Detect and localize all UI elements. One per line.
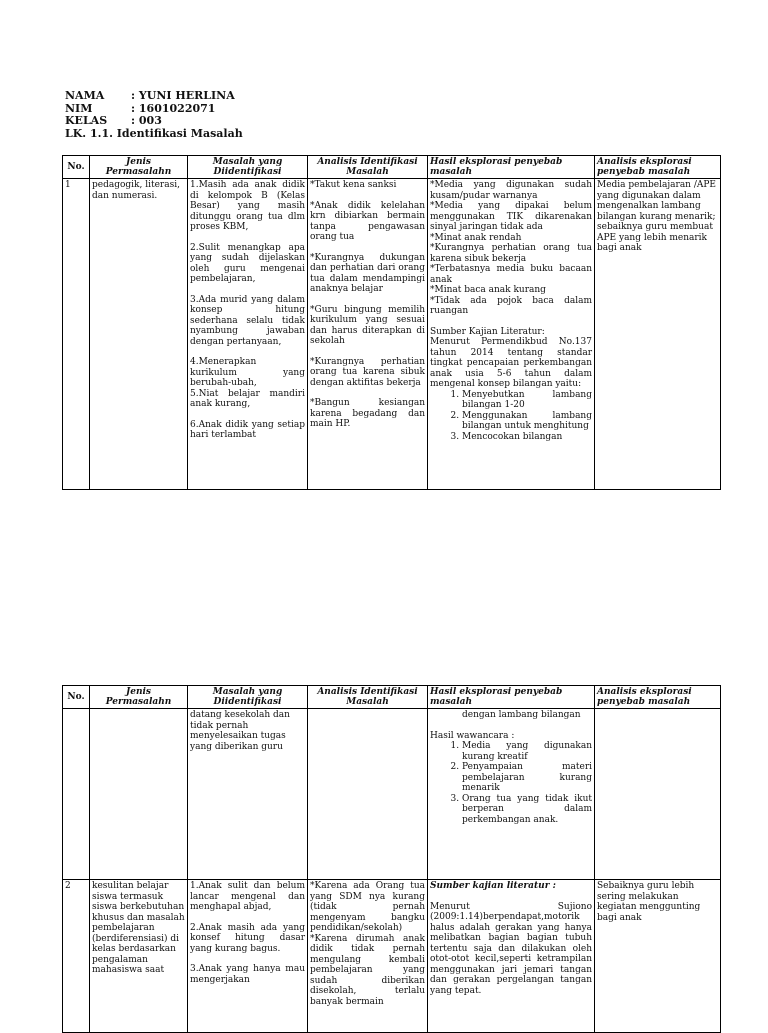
identity-header <box>65 90 243 140</box>
masalah-item: 1.Anak sulit dan belum lancar mengenal dan menghapal abjad, <box>190 881 305 912</box>
row-number: 2 <box>63 880 90 1033</box>
jenis-cell <box>90 709 188 880</box>
list-item: 1. Media yang digunakan kurang kreatif <box>462 741 592 762</box>
analisis-item: *Takut kena sanksi <box>310 180 397 190</box>
kelas-label: KELAS <box>65 114 108 127</box>
nama-row <box>65 90 243 103</box>
col-header-masalah: Masalah yang Diidentifikasi <box>188 686 308 709</box>
analisis-item: *Kurangnya perhatian orang tua karena sibuk dengan aktifitas bekerja <box>310 356 425 388</box>
col-header-hasil: Hasil eksplorasi penyebab masalah <box>428 686 595 709</box>
analisis-item: *Guru bingung memilih kurikulum yang sesuai dan harus diterapkan di sekolah <box>310 304 425 346</box>
list-item: 2. Penyampaian materi pembelajaran kurang menarik <box>462 762 592 794</box>
list-item: dengan lambang bilangan <box>462 710 581 720</box>
masalah-item: 3.Ada murid yang dalam konsep hitung sederhana selalu tidak nyambung jawaban dengan pertanyaan, <box>190 294 305 347</box>
masalah-cell <box>188 880 308 1033</box>
col-header-analisis: Analisis Identifikasi Masalah <box>308 156 428 179</box>
col-header-masalah: Masalah yang Diidentifikasi <box>188 156 308 179</box>
row-number: 1 <box>63 179 90 490</box>
nama-label: NAMA <box>65 89 105 102</box>
analisis-item: *Bangun kesiangan karena begadang dan main HP. <box>310 398 425 429</box>
masalah-cell: datang kesekolah dan tidak pernah menyelesaikan tugas yang diberikan guru <box>188 709 308 880</box>
identification-table-page1 <box>62 155 721 490</box>
masalah-item: 6.Anak didik yang setiap hari terlambat <box>190 419 305 440</box>
literature-source-title: Sumber kajian literatur : <box>430 881 556 891</box>
table-row <box>63 709 721 880</box>
col-header-analisis-eksplorasi: Analisis eksplorasi penyebab masalah <box>595 686 721 709</box>
col-header-no: No. <box>63 686 90 709</box>
nim-value: : 1601022071 <box>131 101 216 115</box>
col-header-jenis: Jenis Permasalahn <box>90 156 188 179</box>
kelas-value: : 003 <box>131 114 162 127</box>
hasil-item: *Tidak ada pojok baca dalam ruangan <box>430 295 592 316</box>
hasil-item: *Minat anak rendah <box>430 232 522 243</box>
table-row <box>63 880 721 1033</box>
jenis-cell: kesulitan belajar siswa termasuk siswa berkebutuhan khusus dan masalah pembelajaran (berdiferensiasi) di kelas berdasarkan pengalaman mahasiswa saat <box>90 880 188 1033</box>
hasil-item: *Media yang dipakai belum menggunakan TIK dikarenakan sinyal jaringan tidak ada <box>430 201 592 232</box>
masalah-item: 4.Menerapkan kurikulum yang berubah-ubah, <box>190 357 305 388</box>
analisis-cell <box>308 179 428 490</box>
analisis-item: *Kurangnya dukungan dan perhatian dari orang tua dalam mendampingi anaknya belajar <box>310 252 425 294</box>
col-header-jenis: Jenis Permasalahn <box>90 686 188 709</box>
hasil-item: *Terbatasnya media buku bacaan anak <box>430 264 592 285</box>
hasil-item: *Media yang digunakan sudah kusam/pudar warnanya <box>430 180 592 201</box>
hasil-cell <box>428 709 595 880</box>
masalah-item: 2.Anak masih ada yang konsef hitung dasar yang kurang bagus. <box>190 922 305 954</box>
col-header-analisis-eksplorasi: Analisis eksplorasi penyebab masalah <box>595 156 721 179</box>
table-header-row <box>63 156 721 179</box>
list-item: 3. Mencocokan bilangan <box>462 432 592 443</box>
list-item: 2. Menggunakan lambang bilangan untuk menghitung <box>462 411 592 432</box>
table-header-row <box>63 686 721 709</box>
masalah-item: 5.Niat belajar mandiri anak kurang, <box>190 388 305 409</box>
interview-title: Hasil wawancara : <box>430 730 515 741</box>
col-header-no: No. <box>63 156 90 179</box>
row-number <box>63 709 90 880</box>
list-item: 3. Orang tua yang tidak ikut berperan dalam perkembangan anak. <box>462 794 592 826</box>
analisis-eksplorasi-cell: Sebaiknya guru lebih sering melakukan kegiatan menggunting bagi anak <box>595 880 721 1033</box>
nim-label: NIM <box>65 101 93 115</box>
col-header-hasil: Hasil eksplorasi penyebab masalah <box>428 156 595 179</box>
kelas-row <box>65 115 243 128</box>
interview-list <box>430 741 592 825</box>
worksheet-title: LK. 1.1. Identifikasi Masalah <box>65 126 243 140</box>
masalah-item: 2.Sulit menangkap apa yang sudah dijelaskan oleh guru mengenai pembelajaran, <box>190 242 305 284</box>
analisis-cell <box>308 709 428 880</box>
continued-list <box>430 710 592 721</box>
nama-value: : YUNI HERLINA <box>131 89 235 102</box>
literature-source-text: Menurut Sujiono (2009:1.14)berpendapat,motorik halus adalah gerakan yang hanya melibatkan bagian bagian tubuh tertentu saja dan dilakukan oleh otot-otot kecil,seperti ketrampilan menggunakan jari jemari tangan dan gerakan pergelangan tangan yang tepat. <box>430 901 592 996</box>
col-header-analisis: Analisis Identifikasi Masalah <box>308 686 428 709</box>
literature-source-text: Menurut Permendikbud No.137 tahun 2014 tentang standar tingkat pencapaian perkembangan anak usia 5-6 tahun dalam mengenal konsep bilangan yaitu: <box>430 337 592 389</box>
hasil-cell <box>428 880 595 1033</box>
masalah-item: 3.Anak yang hanya mau mengerjakan <box>190 964 305 985</box>
hasil-cell <box>428 179 595 490</box>
literature-source-title: Sumber Kajian Literatur: <box>430 326 545 337</box>
identification-table-page2 <box>62 685 721 1033</box>
indicator-list <box>430 390 592 443</box>
hasil-item: *Minat baca anak kurang <box>430 285 546 295</box>
masalah-cell <box>188 179 308 490</box>
analisis-eksplorasi-cell <box>595 709 721 880</box>
list-item: 1. Menyebutkan lambang bilangan 1-20 <box>462 390 592 411</box>
masalah-item: 1.Masih ada anak didik di kelompok B (Kelas Besar) yang masih ditunggu orang tua dlm proses KBM, <box>190 180 305 232</box>
table-row <box>63 179 721 490</box>
jenis-cell: pedagogik, literasi, dan numerasi. <box>90 179 188 490</box>
hasil-item: *Kurangnya perhatian orang tua karena sibuk bekerja <box>430 243 592 264</box>
analisis-item: *Anak didik kelelahan krn dibiarkan bermain tanpa pengawasan orang tua <box>310 200 425 242</box>
analisis-cell: *Karena ada Orang tua yang SDM nya kurang (tidak pernah mengenyam bangku pendidikan/sekolah) *Karena dirumah anak didik tidak pernah mengulang kembali pembelajaran yang sudah diberikan disekolah, terlalu banyak bermain <box>308 880 428 1033</box>
analisis-eksplorasi-cell: Media pembelajaran /APE yang digunakan dalam mengenalkan lambang bilangan kurang menarik; sebaiknya guru membuat APE yang lebih menarik bagi anak <box>595 179 721 490</box>
